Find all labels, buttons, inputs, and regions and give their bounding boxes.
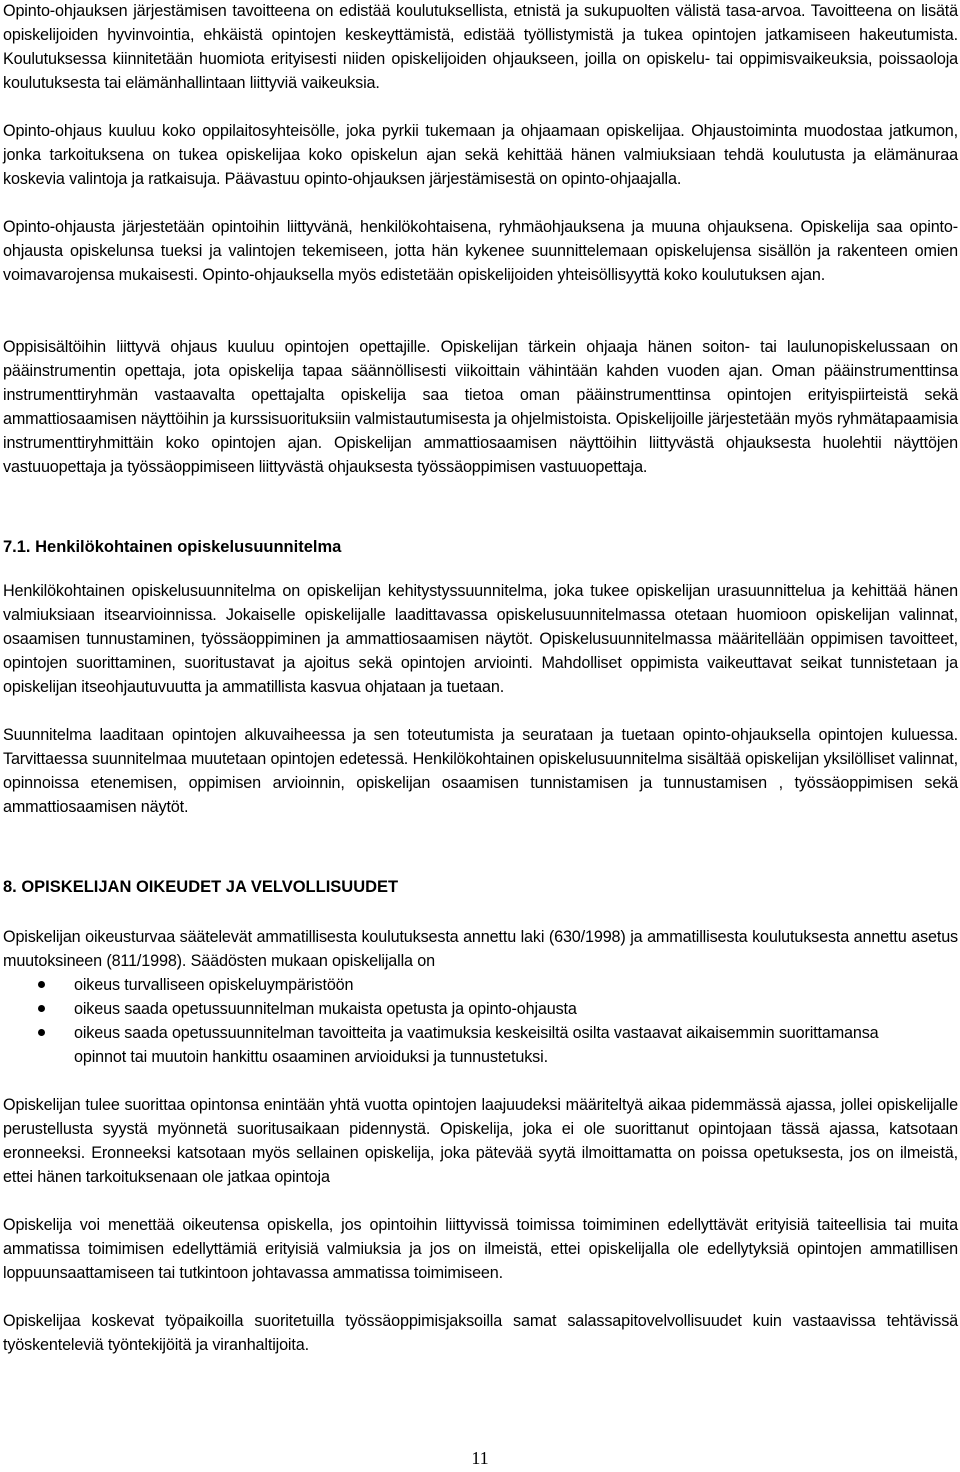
paragraph-guidance-community: Opinto-ohjaus kuuluu koko oppilaitosyhteisölle, joka pyrkii tukemaan ja ohjaamaan opiskelijaa. Ohjaustoiminta muodostaa jatkumon, jonka tarkoituksena on tukea opiskelijaa koko opiskelun ajan sekä kehittää hänen valmiuksiaan tehdä koulutusta ja elämänuraa koskevia valintoja ja ratkaisuja. Päävastuu opinto-ohjauksen järjestämisestä on opinto-ohjaajalla. (3, 122, 958, 188)
list-item-text: oikeus saada opetussuunnitelman mukaista opetusta ja opinto-ohjausta (74, 1000, 577, 1018)
paragraph-guidance-forms: Opinto-ohjausta järjestetään opintoihin liittyvänä, henkilökohtaisena, ryhmäohjauksena ja muuna ohjauksena. Opiskelija saa opinto-ohjausta opiskelunsa tueksi ja valintojen tekemiseen, jotta hän kykenee suunnittelemaan opiskelujensa sisällön ja rakenteen omien voimavarojensa mukaisesti. Opinto-ohjauksella myös edistetään opiskelijoiden yhteisöllisyyttä koko koulutuksen ajan. (3, 218, 958, 284)
paragraph-study-duration: Opiskelijan tulee suorittaa opintonsa enintään yhtä vuotta opintojen laajuudeksi määriteltyä aikaa pidemmässä ajassa, jollei opiskelijalle perustellusta syystä myönnetä suoritusaikaan pidennystä. Opiskelija, joka ei ole suorittanut opintojaan tässä ajassa, katsotaan eronneeksi. Eronneeksi katsotaan myös sellainen opiskelija, joka pätevää syytä ilmoittamatta on poissa opetuksesta, jos on ilmeistä, ettei hänen tarkoituksenaan ole jatkaa opintoja (3, 1096, 958, 1186)
bullet-icon (38, 1029, 45, 1036)
bullet-icon (38, 1005, 45, 1012)
paragraph-plan-process: Suunnitelma laaditaan opintojen alkuvaiheessa ja sen toteutumista ja seurataan ja tuetaan opinto-ohjauksella opintojen kuluessa. Tarvittaessa suunnitelmaa muutetaan opintojen edetessä. Henkilökohtainen opiskelusuunnitelma sisältää opiskelijan yksilölliset valinnat, opinnoissa etenemisen, oppimisen arvioinnin, opiskelijan osaamisen tunnistamisen ja tunnustamisen , työssäoppimisen sekä ammattiosaamisen näytöt. (3, 726, 958, 816)
list-item-text: oikeus saada opetussuunnitelman tavoitteita ja vaatimuksia keskeisiltä osilta vastaavat aikaisemmin suorittamansa opinnot tai muutoin hankittu osaaminen arvioiduksi ja tunnustetuksi. (74, 1024, 879, 1066)
paragraph-loss-of-right: Opiskelija voi menettää oikeutensa opiskella, jos opintoihin liittyvissä toimissa toimiminen edellyttävät erityisiä taiteellisia tai muita ammatissa toimimisen edellyttämiä erityisiä valmiuksia ja jos on ilmeistä, ettei opiskelijalla ole edellytyksiä opintojen ammatillisen loppuunsaattamiseen tai tutkintoon johtavassa ammatissa toimimiseen. (3, 1216, 958, 1282)
paragraph-guidance-goals: Opinto-ohjauksen järjestämisen tavoitteena on edistää koulutuksellista, etnistä ja sukupuolten välistä tasa-arvoa. Tavoitteena on lisätä opiskelijoiden hyvinvointia, ehkäistä opintojen keskeyttämistä, edistää työllistymistä ja tukea opintojen jatkamiseen hakeutumista. Koulutuksessa kiinnitetään huomiota erityisesti niiden opiskelijoiden ohjaukseen, joilla on opiskelu- tai oppimisvaikeuksia, poissaoloja koulutuksesta tai elämänhallintaan liittyviä vaikeuksia. (3, 2, 958, 92)
list-item (0, 1021, 934, 1069)
rights-list (0, 973, 960, 1069)
paragraph-personal-plan: Henkilökohtainen opiskelusuunnitelma on opiskelijan kehitystyssuunnitelma, joka tukee opiskelijan urasuunnittelua ja kehittää hänen valmiuksiaan itsearvioinnissa. Jokaiselle opiskelijalle laadittavassa opiskelusuunnitelmassa otetaan huomioon opiskelijan valinnat, osaamisen tunnustaminen, työssäoppiminen ja ammattiosaamisen näytöt. Opiskelusuunnitelmassa määritellään oppimisen tavoitteet, opintojen suorittaminen, suoritustavat ja ajoitus sekä opintojen arviointi. Mahdolliset oppimista vaikeuttavat seikat tunnistetaan ja opiskelijan itseohjautuvuutta ja ammatillista kasvua ohjataan ja tuetaan. (3, 582, 958, 696)
list-item-text: oikeus turvalliseen opiskeluympäristöön (74, 976, 354, 994)
section-heading-7-1: 7.1. Henkilökohtainen opiskelusuunnitelma (3, 538, 342, 556)
paragraph-legal-basis: Opiskelijan oikeusturvaa säätelevät ammatillisesta koulutuksesta annettu laki (630/1998) ja ammatillisesta koulutuksesta annettu asetus muutoksineen (811/1998). Säädösten mukaan opiskelijalla on (3, 928, 958, 970)
paragraph-confidentiality: Opiskelijaa koskevat työpaikoilla suoritetuilla työssäoppimisjaksoilla samat salassapitovelvollisuudet kuin vastaavissa tehtävissä työskenteleviä työntekijöitä ja viranhaltijoita. (3, 1312, 958, 1354)
page-number: 11 (471, 1448, 489, 1468)
paragraph-teacher-guidance: Oppisisältöihin liittyvä ohjaus kuuluu opintojen opettajille. Opiskelijan tärkein ohjaaja hänen soiton- tai laulunopiskelussaan on pääinstrumentin opettaja, jota opiskelija tapaa säännöllisesti viikoittain vähintään kahden vuoden ajan. Oman pääinstrumenttinsa instrumenttiryhmän vastaavalta opettajalta opiskelija saa tietoa oman pääinstrumenttinsa opintojen erityispiirteistä sekä ammattiosaamisen näyttöihin ja kurssisuorituksiin valmistautumisesta ja ohjelmistoista. Opiskelijoille järjestetään myös ryhmätapaamisia instrumenttiryhmittäin koko opintojen ajan. Opiskelijan ammattiosaamisen näyttöihin liittyvästä ohjauksesta huolehtii näyttöjen vastuuopettaja ja työssäoppimiseen liittyvästä ohjauksesta työssäoppimisen vastuuopettaja. (3, 338, 958, 476)
section-heading-8: 8. OPISKELIJAN OIKEUDET JA VELVOLLISUUDET (3, 878, 399, 896)
list-item (0, 973, 934, 997)
list-item (0, 997, 934, 1021)
bullet-icon (38, 981, 45, 988)
